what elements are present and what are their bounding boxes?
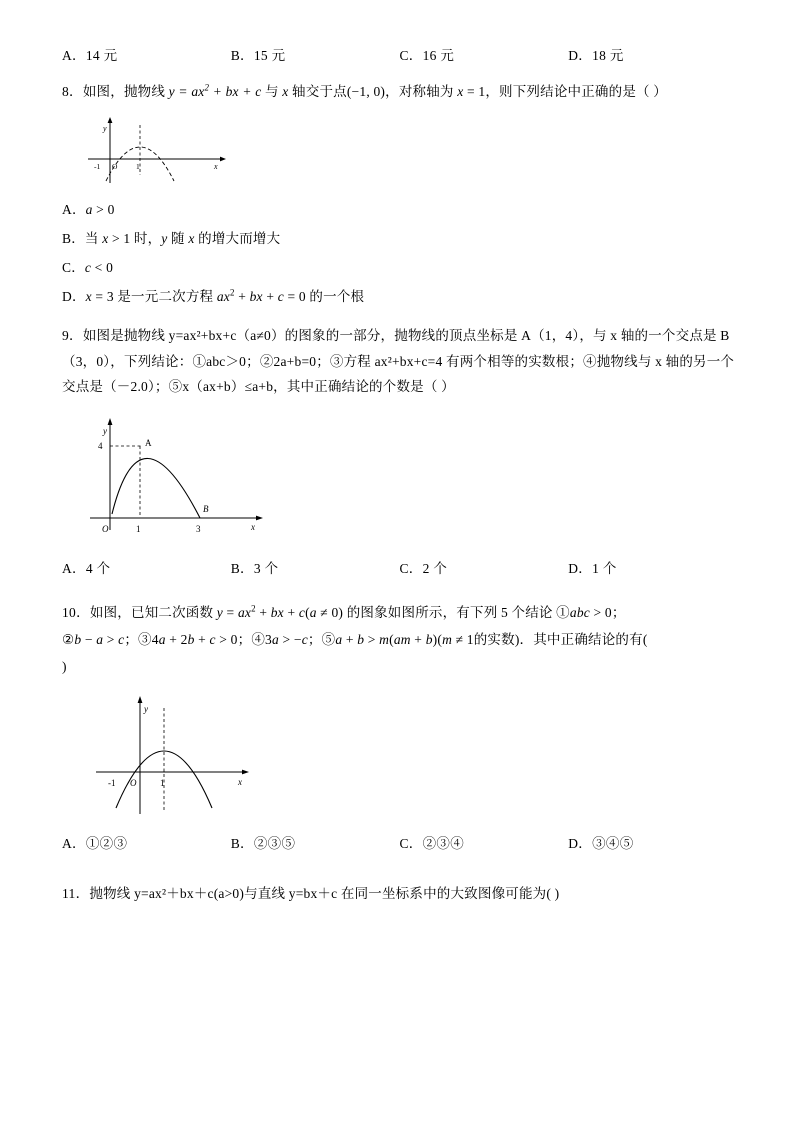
q7-option-d: D．18 元 [568,48,624,63]
q8-choice-d: D．x = 3 是一元二次方程 $ax^2$ + bx + c = 0 的一个根 [62,287,365,305]
page-content [62,44,737,911]
q10-number: 10． [62,604,90,620]
svg-text:O: O [130,777,137,788]
svg-text:1: 1 [136,162,140,171]
q11-stem [62,880,737,907]
svg-text:-1: -1 [108,777,116,788]
q10-option-d: D．③④⑤ [568,835,634,851]
svg-text:1: 1 [136,523,141,534]
q9-option-b: B．3 个 [230,560,279,576]
q7-option-c: C．16 元 [399,48,455,63]
q10-figure [62,686,737,826]
q10-stem-line1 [62,599,737,626]
question-10 [62,599,737,852]
q9-number: 9． [62,328,83,344]
q8-stem-p1: 如图，抛物线 [82,84,169,99]
q9-stem-text: 如图是抛物线 y=ax²+bx+c（a≠0）的图象的一部分，抛物线的顶点坐标是 A（1，4），与 x 轴的一个交点是 B（3，0），下列结论：①abc＞0；②2a+b=0；③方程 ax²+bx+c=4 有两个相等的实数根；④抛物线与 x 轴的另一个交点是（－2.0）；⑤x（ax+b）≤a+b，其中正确结论的个数是（ ） [62,328,735,395]
q9-option-a: A．4 个 [62,560,111,576]
q8-choice-b: B．当 x > 1 时，y 随 x 的增大而增大 [62,231,281,247]
q8-stem-point: (−1, 0) [346,84,386,99]
q10-stem-line3: ) [62,658,67,674]
q8-stem-p2: 与 x 轴交于点 [261,84,347,99]
q8-equation: $y = ax^2$ + bx + c [168,82,262,99]
svg-text:x: x [251,521,255,532]
q7-option-a: A．14 元 [62,48,118,63]
q10-option-b: B．②③⑤ [230,835,296,851]
svg-text:x: x [238,776,242,787]
q9-options-row [62,557,737,577]
svg-text:3: 3 [196,523,201,534]
svg-text:x: x [214,162,218,171]
q11-number: 11． [62,885,90,901]
q7-options-row [62,44,737,64]
svg-text:4: 4 [98,440,103,451]
svg-text:B: B [203,503,209,514]
q10-option-c: C．②③④ [399,835,465,851]
q8-stem [62,78,737,105]
q9-figure [62,406,737,551]
q8-number: 8． [62,84,83,99]
svg-text:y: y [144,703,148,714]
svg-text:1: 1 [160,777,165,788]
svg-text:A: A [145,437,152,448]
question-8 [62,78,737,311]
q7-option-b: B．15 元 [230,48,286,63]
svg-text:y: y [103,124,107,133]
q9-option-c: C．2 个 [399,560,448,576]
q10-option-a: A．①②③ [62,835,128,851]
svg-text:O: O [112,162,118,171]
svg-text:-1: -1 [94,162,101,171]
q8-figure [62,111,737,189]
q10-stem-text-1: 如图，已知二次函数 $y = ax^2$ + bx + c(a ≠ 0) 的图象如图所示，有下列 5 个结论 ①abc > 0； [89,603,626,620]
q8-stem-p3: ，对称轴为 x = 1，则下列结论中正确的是（ ） [385,84,667,99]
q10-stem-text-2: ②b − a > c；③4a + 2b + c > 0；④3a > −c；⑤a + b > m(am + b)(m ≠ 1的实数)．其中正确结论的有( [62,631,648,647]
q8-choice-c: C．c < 0 [62,260,114,276]
svg-text:y: y [103,425,107,436]
question-11 [62,880,737,907]
q10-stem-line2 [62,626,737,653]
svg-text:O: O [102,523,109,534]
q10-options-row [62,832,737,852]
question-9 [62,323,737,577]
q9-stem [62,323,737,400]
q8-choice-a: A．a > 0 [62,202,115,217]
q11-stem-text: 抛物线 y=ax²＋bx＋c(a>0)与直线 y=bx＋c 在同一坐标系中的大致图像可能为( ) [89,885,560,901]
q9-option-d: D．1 个 [568,560,617,576]
